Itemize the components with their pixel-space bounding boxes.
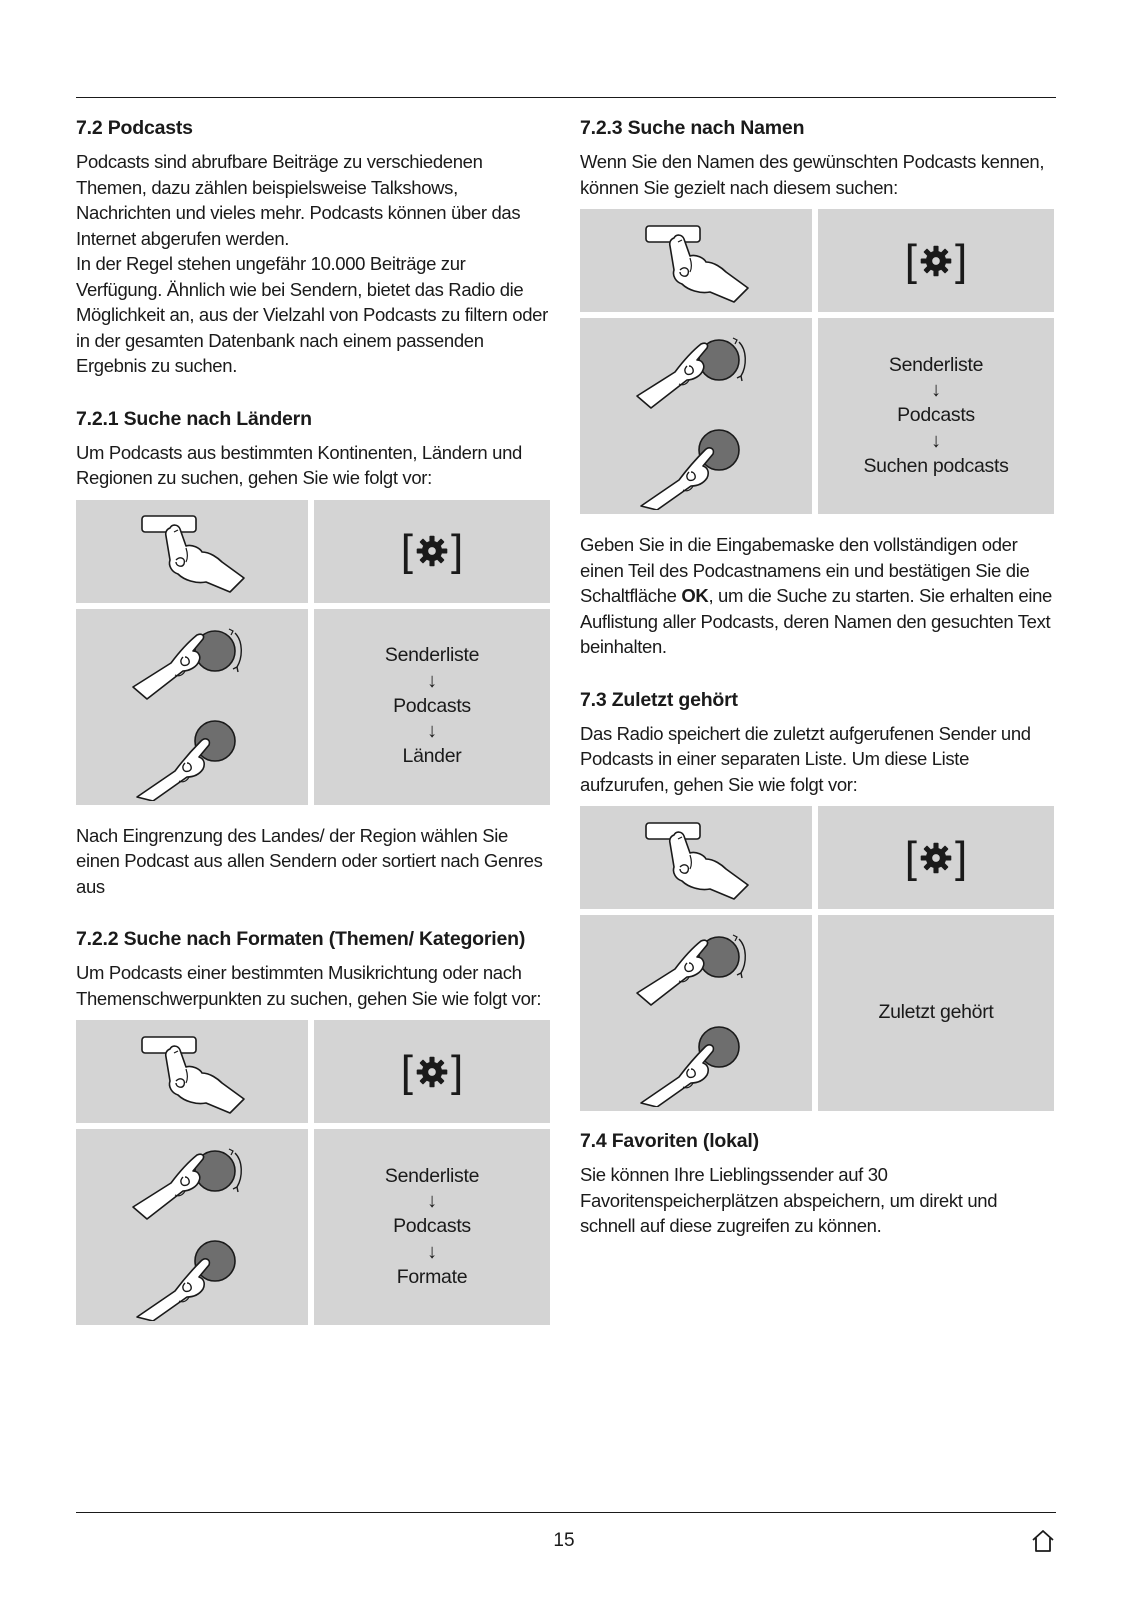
menu-step: Senderliste: [384, 644, 480, 667]
cell-press-button: [76, 1020, 308, 1123]
finger-press-knob-icon: [631, 1017, 761, 1107]
diagram-recently-played: [580, 806, 1054, 1111]
finger-rotate-knob-icon: [127, 1133, 257, 1223]
gear-bracket-icon: [ ]: [400, 1046, 464, 1096]
heading-search-name: 7.2.3 Suche nach Namen: [580, 117, 805, 139]
arrow-down-icon: ↓: [931, 429, 941, 452]
finger-press-button-icon: [626, 216, 766, 306]
finger-press-button-icon: [122, 506, 262, 596]
menu-step: Podcasts: [393, 694, 471, 717]
heading-podcasts: 7.2 Podcasts: [76, 117, 193, 139]
cell-knob-actions: [580, 915, 812, 1111]
ok-label: OK: [681, 585, 709, 606]
heading-favorites: 7.4 Favoriten (lokal): [580, 1130, 759, 1152]
finger-press-knob-icon: [631, 420, 761, 510]
cell-press-button: [580, 806, 812, 909]
menu-path-name: [863, 353, 1008, 480]
diagram-search-name: [580, 209, 1054, 514]
top-rule: [76, 97, 1056, 98]
menu-path-recent: Zuletzt gehört: [878, 1001, 994, 1024]
menu-path-formats: [385, 1164, 479, 1291]
finger-rotate-knob-icon: [631, 322, 761, 412]
arrow-down-icon: ↓: [427, 720, 437, 743]
paragraph-name-after: [580, 532, 1054, 660]
text-part: , um die Suche zu starten. Sie erhalten eine Auflistung aller Podcasts, deren Namen den gesuchten Text beinhalten.: [580, 585, 1052, 657]
cell-knob-actions: [76, 1129, 308, 1325]
arrow-down-icon: ↓: [427, 1240, 437, 1263]
cell-knob-actions: [76, 609, 308, 805]
diagram-search-countries: [76, 500, 550, 805]
menu-step: Senderliste: [384, 1164, 480, 1187]
heading-recently-played: 7.3 Zuletzt gehört: [580, 688, 738, 711]
gear-bracket-icon: [ ]: [904, 235, 968, 285]
finger-rotate-knob-icon: [631, 919, 761, 1009]
gear-bracket-icon: [ ]: [904, 832, 968, 882]
paragraph-podcasts-database: In der Regel stehen ungefähr 10.000 Beiträge zur Verfügung. Ähnlich wie bei Sendern, bietet das Radio die Möglichkeit an, aus der Vielzahl von Podcasts zu filtern oder in der gesamten Datenbank nach einem passenden Ergebnis zu suchen.: [76, 253, 548, 376]
paragraph-favorites: Sie können Ihre Lieblingssender auf 30 Favoritenspeicherplätzen abspeichern, um direkt und schnell auf diese zugreifen zu können.: [580, 1164, 998, 1236]
cell-settings: [818, 209, 1054, 312]
menu-step: Suchen podcasts: [863, 454, 1009, 477]
cell-press-button: [580, 209, 812, 312]
right-column: [580, 116, 1054, 1239]
paragraph-search-countries: Um Podcasts aus bestimmten Kontinenten, Ländern und Regionen zu suchen, gehen Sie wie folgt vor:: [76, 441, 522, 488]
cell-settings: [818, 806, 1054, 909]
menu-step: Länder: [402, 745, 462, 768]
gear-bracket-icon: [ ]: [400, 526, 464, 575]
bottom-rule: [76, 1512, 1056, 1513]
cell-menu-path: [314, 609, 550, 805]
cell-menu-path: [314, 1129, 550, 1325]
cell-settings: [314, 500, 550, 603]
finger-press-button-icon: [122, 1027, 262, 1117]
page-number: 15: [553, 1530, 575, 1551]
menu-step: Senderliste: [888, 353, 984, 376]
arrow-down-icon: ↓: [427, 1190, 437, 1213]
finger-press-knob-icon: [127, 1231, 257, 1321]
left-column: [76, 116, 550, 1343]
paragraph-countries-after: Nach Eingrenzung des Landes/ der Region wählen Sie einen Podcast aus allen Sendern oder sortiert nach Genres aus: [76, 824, 543, 897]
menu-step: Podcasts: [897, 404, 975, 427]
arrow-down-icon: ↓: [931, 379, 941, 402]
paragraph-search-name: Wenn Sie den Namen des gewünschten Podcasts kennen, können Sie gezielt nach diesem suchen:: [580, 151, 1045, 198]
cell-press-button: [76, 500, 308, 603]
paragraph-search-formats: Um Podcasts einer bestimmten Musikrichtung oder nach Themenschwerpunkten zu suchen, gehen Sie wie folgt vor:: [76, 962, 542, 1009]
paragraph-podcasts-intro: Podcasts sind abrufbare Beiträge zu verschiedenen Themen, dazu zählen beispielsweise Talkshows, Nachrichten und vieles mehr. Podcasts können über das Internet abgerufen werden.: [76, 151, 521, 249]
heading-search-countries: 7.2.1 Suche nach Ländern: [76, 407, 312, 430]
cell-settings: [314, 1020, 550, 1123]
home-icon[interactable]: [1030, 1528, 1056, 1554]
menu-step: Formate: [396, 1265, 468, 1288]
menu-step: Podcasts: [393, 1215, 471, 1238]
diagram-search-formats: [76, 1020, 550, 1325]
finger-press-button-icon: [626, 813, 766, 903]
finger-press-knob-icon: [127, 711, 257, 801]
cell-menu-path: [818, 318, 1054, 514]
finger-rotate-knob-icon: [127, 613, 257, 703]
arrow-down-icon: ↓: [427, 669, 437, 692]
cell-knob-actions: [580, 318, 812, 514]
text-part: Geben Sie in die Eingabemaske den vollständigen oder einen Teil des Podcastnamens ein und bestätigen Sie die Schaltfläche: [580, 534, 1030, 606]
menu-path-countries: [385, 643, 479, 770]
cell-menu-path: [818, 915, 1054, 1111]
paragraph-recently-played: Das Radio speichert die zuletzt aufgerufenen Sender und Podcasts in einer separaten Liste. Um diese Liste aufzurufen, gehen Sie wie folgt vor:: [580, 722, 1031, 795]
heading-search-formats: 7.2.2 Suche nach Formaten (Themen/ Kategorien): [76, 928, 526, 950]
